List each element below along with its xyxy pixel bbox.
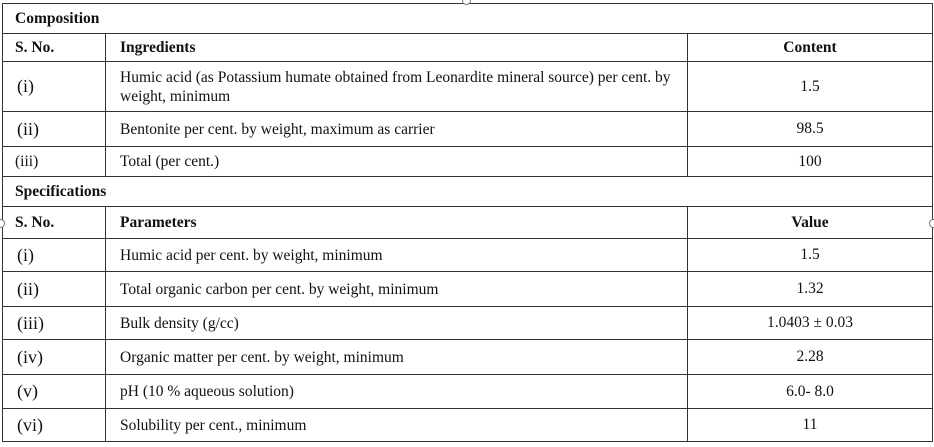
table-row (3, 239, 933, 272)
table-row (3, 272, 933, 307)
row-value: 1.32 (688, 272, 933, 307)
row-parameter: Solubility per cent., minimum (106, 409, 688, 442)
table-row (3, 147, 933, 177)
specifications-title: Specifications (3, 177, 933, 207)
resize-handle-right[interactable] (929, 219, 934, 228)
ingredients-header: Ingredients (106, 34, 688, 62)
row-content: 98.5 (688, 112, 933, 147)
table-row (3, 409, 933, 442)
composition-section-row (3, 4, 933, 34)
row-value: 6.0- 8.0 (688, 375, 933, 409)
row-sno: (iii) (3, 307, 106, 340)
table-row (3, 307, 933, 340)
table-row (3, 112, 933, 147)
row-parameter: Bulk density (g/cc) (106, 307, 688, 340)
table-row (3, 340, 933, 375)
composition-title: Composition (3, 4, 933, 34)
row-ingredient: Humic acid (as Potassium humate obtained from Leonardite mineral source) per cent. by weight, minimum (106, 62, 688, 112)
row-content: 100 (688, 147, 933, 177)
row-ingredient: Bentonite per cent. by weight, maximum as carrier (106, 112, 688, 147)
sno-header: S. No. (3, 207, 106, 239)
row-content: 1.5 (688, 62, 933, 112)
row-sno: (ii) (3, 272, 106, 307)
row-parameter: pH (10 % aqueous solution) (106, 375, 688, 409)
row-parameter: Humic acid per cent. by weight, minimum (106, 239, 688, 272)
value-header: Value (688, 207, 933, 239)
composition-header-row (3, 34, 933, 62)
row-sno: (ii) (3, 112, 106, 147)
row-sno: (vi) (3, 409, 106, 442)
row-parameter: Organic matter per cent. by weight, minimum (106, 340, 688, 375)
table-row (3, 375, 933, 409)
sno-header: S. No. (3, 34, 106, 62)
parameters-header: Parameters (106, 207, 688, 239)
table-row (3, 62, 933, 112)
specification-table (2, 3, 933, 442)
row-value: 1.5 (688, 239, 933, 272)
specifications-section-row (3, 177, 933, 207)
specifications-header-row (3, 207, 933, 239)
row-value: 1.0403 ± 0.03 (688, 307, 933, 340)
row-ingredient: Total (per cent.) (106, 147, 688, 177)
row-sno: (v) (3, 375, 106, 409)
row-value: 11 (688, 409, 933, 442)
content-header: Content (688, 34, 933, 62)
row-parameter: Total organic carbon per cent. by weight, minimum (106, 272, 688, 307)
row-value: 2.28 (688, 340, 933, 375)
row-sno: (i) (3, 62, 106, 112)
row-sno: (iv) (3, 340, 106, 375)
row-sno: (i) (3, 239, 106, 272)
row-sno: (iii) (3, 147, 106, 177)
